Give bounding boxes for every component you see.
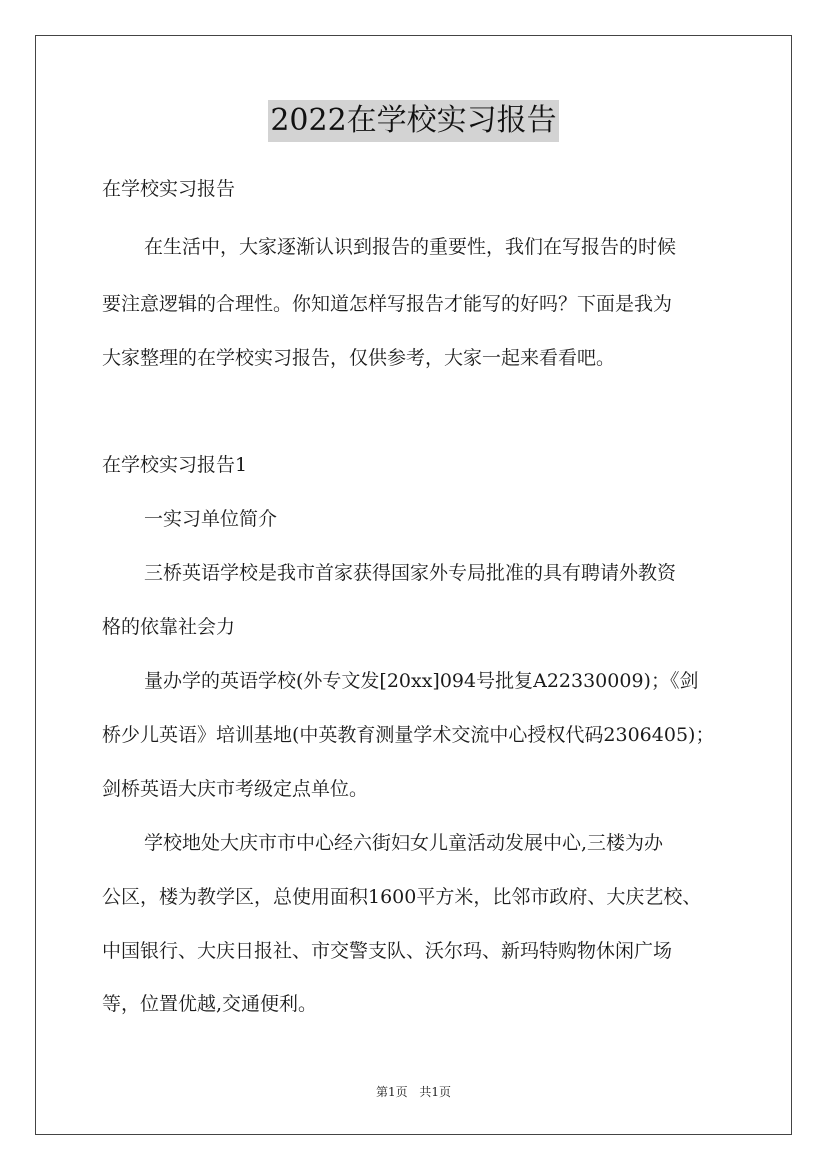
paragraph-line: 桥少儿英语》培训基地(中英教育测量学术交流中心授权代码2306405)； — [102, 724, 715, 746]
page-total: 共1页 — [419, 1085, 452, 1099]
paragraph-line: 在生活中，大家逐渐认识到报告的重要性，我们在写报告的时候 — [144, 236, 677, 258]
paragraph-line: 中国银行、大庆日报社、市交警支队、沃尔玛、新玛特购物休闲广场 — [102, 940, 673, 962]
paragraph-line: 学校地处大庆市市中心经六街妇女儿童活动发展中心,三楼为办 — [144, 832, 664, 854]
paragraph-line: 量办学的英语学校(外专文发[20xx]094号批复A22330009)；《剑 — [144, 670, 699, 692]
document-title: 2022在学校实习报告 — [268, 100, 558, 142]
title-block — [0, 100, 827, 142]
subsection-heading: 一实习单位简介 — [144, 508, 278, 530]
paragraph-line: 三桥英语学校是我市首家获得国家外专局批准的具有聘请外教资 — [144, 562, 677, 584]
paragraph-line: 大家整理的在学校实习报告，仅供参考，大家一起来看看吧。 — [102, 347, 616, 369]
paragraph-line: 公区，楼为教学区，总使用面积1600平方米，比邻市政府、大庆艺校、 — [102, 886, 702, 908]
page-number: 第1页 — [375, 1085, 408, 1099]
page-footer — [0, 1083, 827, 1100]
paragraph-line: 剑桥英语大庆市考级定点单位。 — [102, 778, 369, 800]
section-heading: 在学校实习报告1 — [102, 454, 248, 476]
section-heading: 在学校实习报告 — [102, 178, 236, 200]
paragraph-line: 格的依靠社会力 — [102, 616, 236, 638]
paragraph-line: 要注意逻辑的合理性。你知道怎样写报告才能写的好吗？下面是我为 — [102, 293, 673, 315]
paragraph-line: 等，位置优越,交通便利。 — [102, 993, 318, 1015]
